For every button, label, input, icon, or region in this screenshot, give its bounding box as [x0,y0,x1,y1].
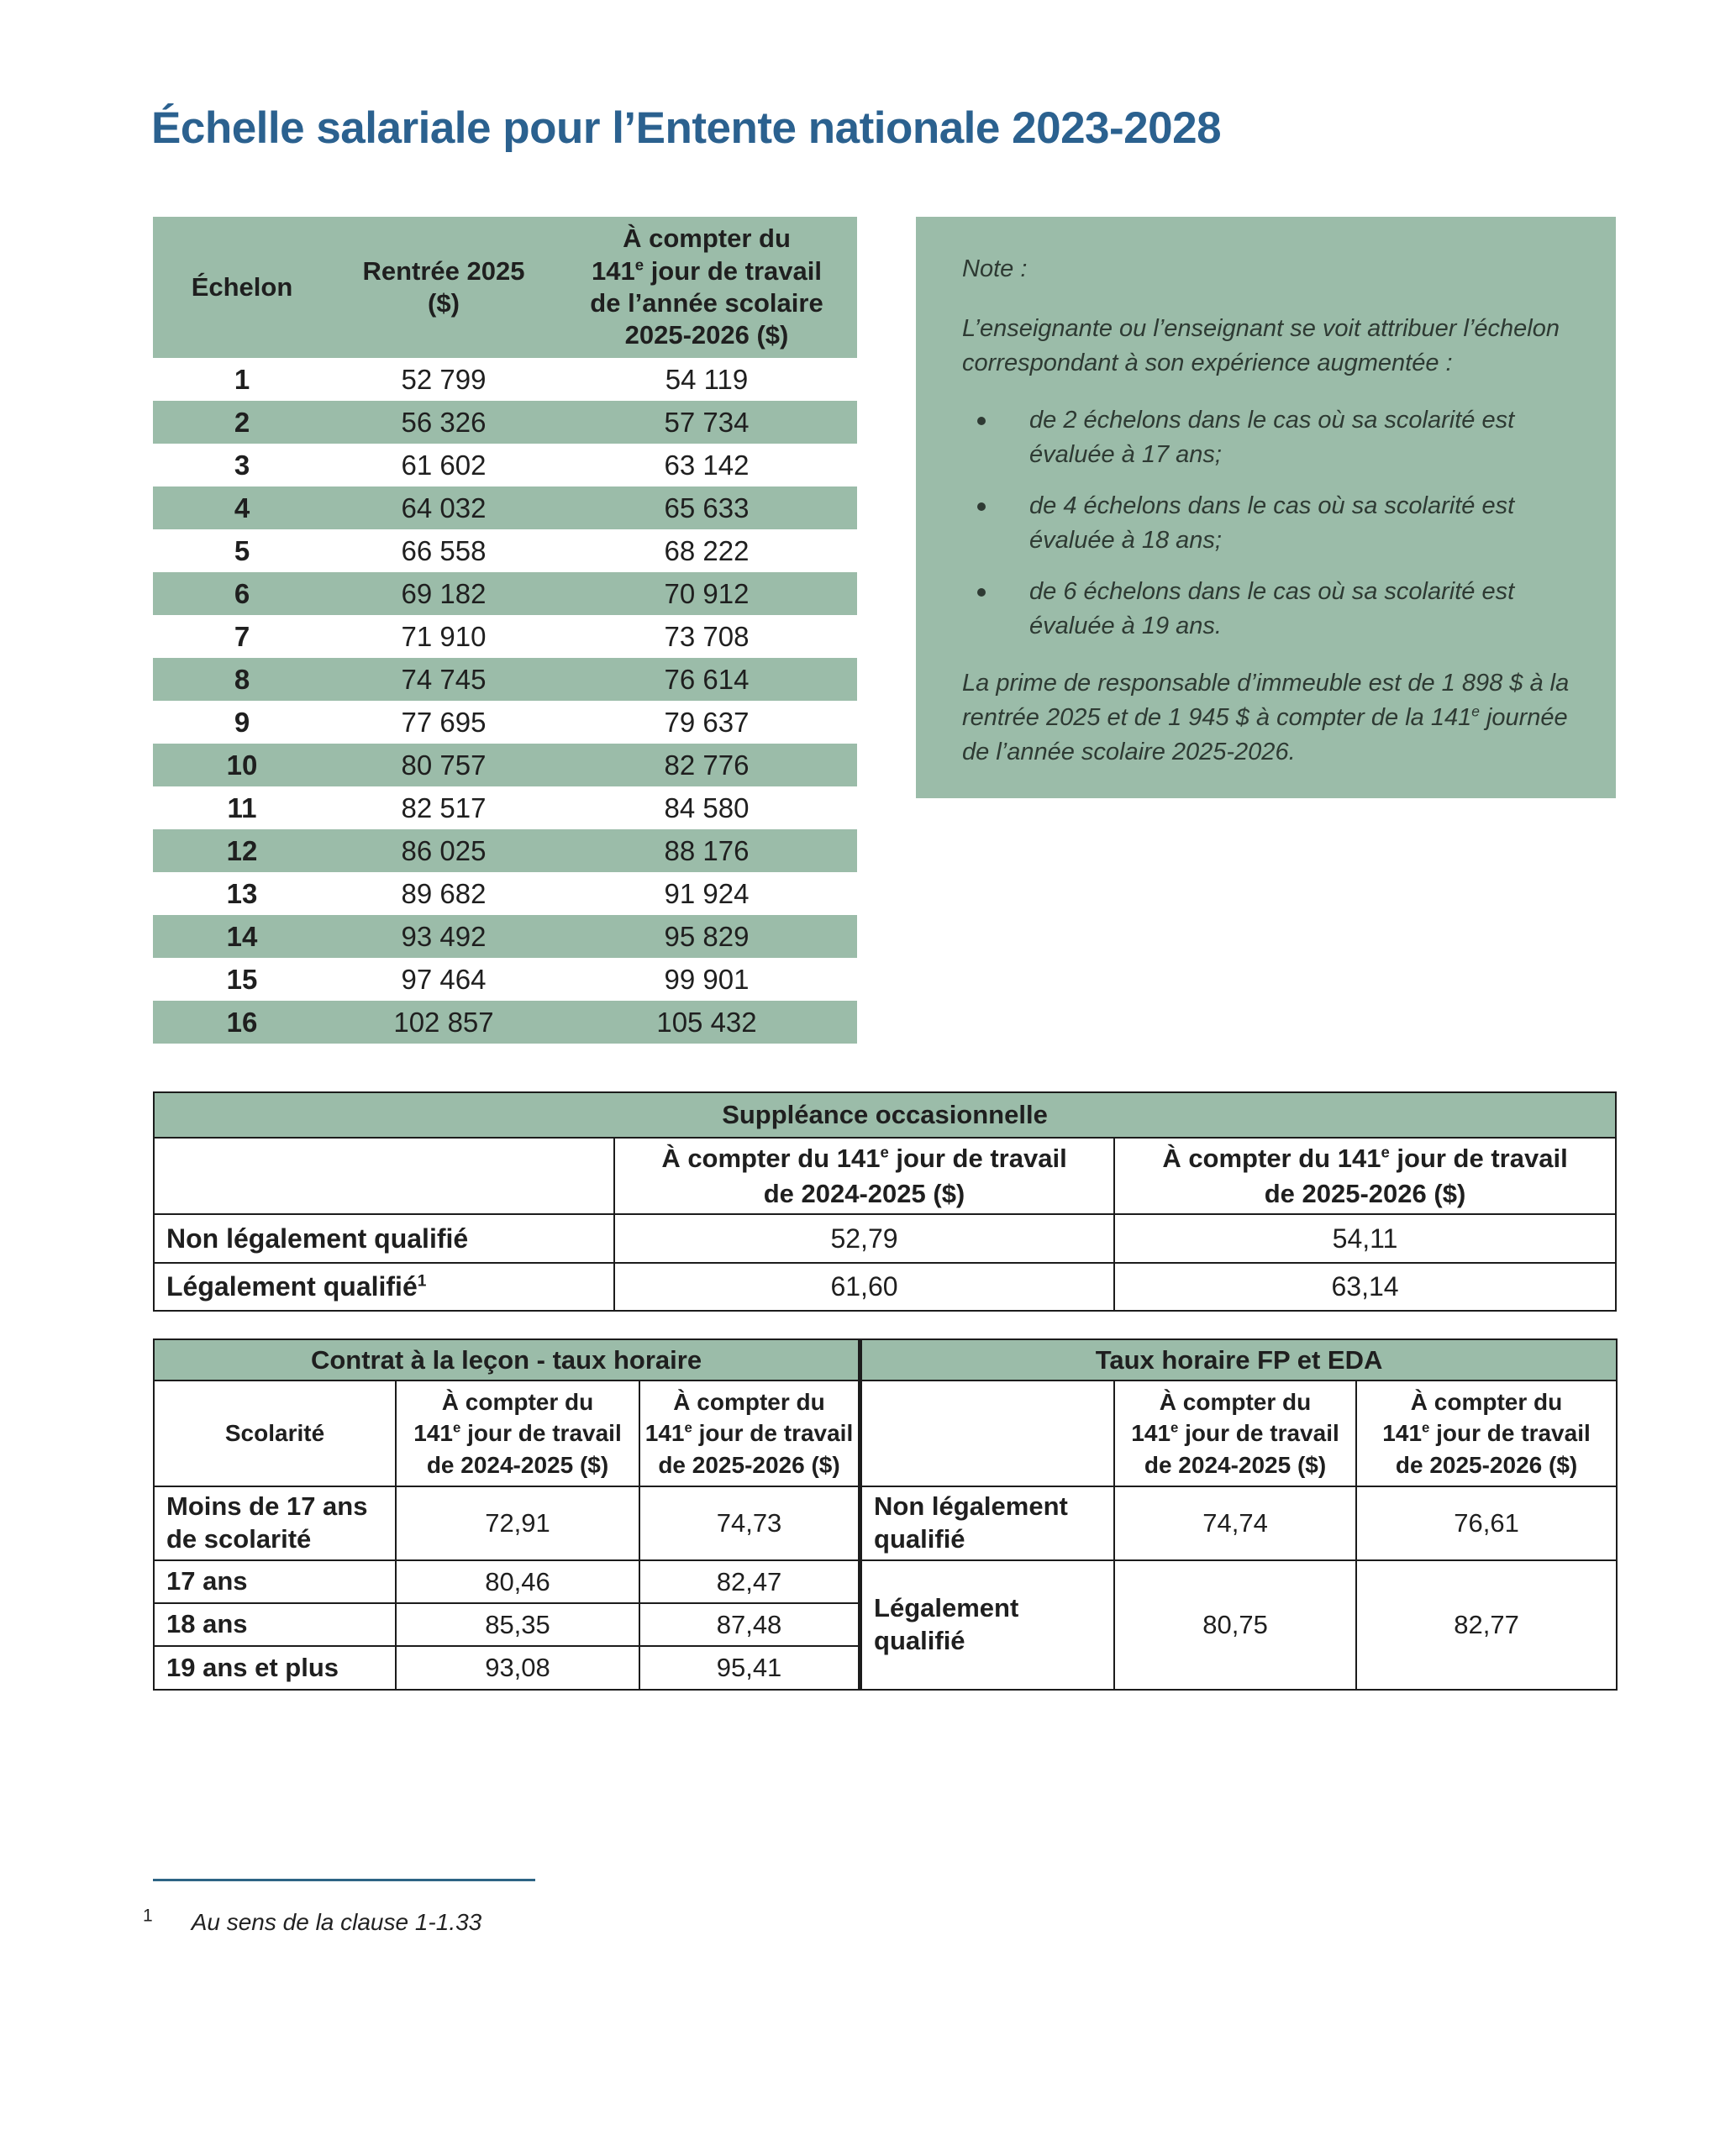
taux-horaire-fp-eda-table [862,1338,1618,1691]
contrat-row [154,1603,858,1646]
fp-eda-value-2025: 76,61 [1356,1486,1617,1560]
fp-eda-value-2024: 74,74 [1114,1486,1356,1560]
salary-row [153,486,857,529]
salary-cell-echelon: 7 [234,620,250,652]
contrat-row-label: Moins de 17 ans de scolarité [154,1486,396,1560]
contrat-title: Contrat à la leçon - taux horaire [154,1339,858,1381]
salary-row [153,786,857,829]
salary-cell-compter: 79 637 [664,706,750,738]
header-line: 141e jour de travail [1131,1419,1339,1447]
note-bullet-list [962,403,1570,644]
note-box [916,217,1616,798]
fp-eda-title: Taux horaire FP et EDA [862,1339,1617,1381]
fp-eda-value-2025: 82,77 [1356,1560,1617,1690]
salary-cell-compter: 63 142 [664,449,750,481]
header-line: de 2025-2026 ($) [1264,1178,1466,1208]
contrat-row [154,1486,858,1560]
contrat-value-2024: 93,08 [396,1646,639,1690]
header-line: À compter du [1410,1388,1563,1415]
header-line: de 2025-2026 ($) [1395,1451,1578,1478]
suppleance-table [153,1091,1617,1312]
salary-cell-compter: 84 580 [664,792,750,823]
salary-cell-echelon: 3 [234,449,250,481]
salary-cell-compter: 91 924 [664,877,750,909]
salary-cell-rentree: 74 745 [401,663,487,695]
salary-cell-rentree: 80 757 [401,749,487,781]
contrat-col-2024 [396,1381,639,1486]
salary-cell-echelon: 13 [226,877,258,909]
suppleance-value-2024: 52,79 [614,1214,1114,1263]
note-intro: L’enseignante ou l’enseignant se voit attribuer l’échelon correspondant à son expérience augmentée : [962,315,1560,377]
bottom-tables-row [153,1338,1618,1691]
header-line: À compter du [673,1388,825,1415]
salary-cell-compter: 95 829 [664,920,750,952]
contrat-lecon-table [153,1338,858,1691]
contrat-header-row [154,1381,858,1486]
suppleance-header-row [154,1138,1616,1214]
salary-row [153,701,857,744]
salary-row [153,829,857,872]
suppleance-col-2024 [614,1138,1114,1214]
contrat-value-2025: 74,73 [639,1486,858,1560]
salary-cell-compter: 88 176 [664,834,750,866]
salary-cell-echelon: 2 [234,406,250,438]
salary-row [153,615,857,658]
header-line: 141e jour de travail [592,255,822,286]
salary-row [153,358,857,401]
salary-row [153,958,857,1001]
salary-col-header-compter [556,217,857,358]
suppleance-row [154,1263,1616,1311]
fp-eda-value-2024: 80,75 [1114,1560,1356,1690]
contrat-row-label: 19 ans et plus [154,1646,396,1690]
header-line: Rentrée 2025 [362,255,525,286]
contrat-value-2025: 95,41 [639,1646,858,1690]
salary-row [153,401,857,444]
salary-row [153,1001,857,1044]
suppleance-value-2024: 61,60 [614,1263,1114,1311]
salary-cell-echelon: 11 [227,792,257,823]
header-line: À compter du [623,224,791,254]
salary-cell-rentree: 71 910 [401,620,487,652]
contrat-value-2025: 87,48 [639,1603,858,1646]
fp-eda-empty-header [862,1381,1114,1486]
fp-eda-row-label: Légalement qualifié [862,1560,1114,1690]
salary-cell-echelon: 9 [234,706,250,738]
header-line: 141e jour de travail [1382,1419,1591,1447]
fp-eda-col-2025 [1356,1381,1617,1486]
header-line: 141e jour de travail [413,1419,622,1447]
salary-row [153,529,857,572]
suppleance-empty-header [154,1138,614,1214]
salary-cell-echelon: 4 [234,492,250,523]
header-line: de 2024-2025 ($) [1144,1451,1327,1478]
suppleance-value-2025: 63,14 [1114,1263,1616,1311]
salary-header-row [153,217,857,358]
footnote-divider [153,1879,535,1881]
contrat-col-scolarite: Scolarité [154,1381,396,1486]
footnote [143,1906,482,1936]
salary-cell-rentree: 66 558 [401,534,487,566]
note-bullet-item: de 6 échelons dans le cas où sa scolarité est évaluée à 19 ans. [962,575,1570,644]
salary-cell-rentree: 89 682 [401,877,487,909]
salary-cell-echelon: 15 [226,963,258,995]
salary-col-header-echelon: Échelon [153,217,331,358]
fp-eda-title-row [862,1339,1617,1381]
contrat-value-2024: 85,35 [396,1603,639,1646]
fp-eda-col-2024 [1114,1381,1356,1486]
fp-eda-row-label: Non légalement qualifié [862,1486,1114,1560]
salary-col-header-rentree [331,217,556,358]
salary-cell-compter: 68 222 [664,534,750,566]
salary-cell-echelon: 10 [226,749,258,781]
suppleance-col-2025 [1114,1138,1616,1214]
salary-cell-compter: 82 776 [664,749,750,781]
salary-cell-compter: 76 614 [664,663,750,695]
note-bullet-item: de 4 échelons dans le cas où sa scolarité est évaluée à 18 ans; [962,489,1570,558]
salary-row [153,744,857,786]
contrat-title-row [154,1339,858,1381]
contrat-value-2025: 82,47 [639,1560,858,1603]
salary-cell-rentree: 61 602 [401,449,487,481]
contrat-col-2025 [639,1381,858,1486]
header-line: de l’année scolaire [590,288,823,318]
salary-cell-compter: 70 912 [664,577,750,609]
salary-scale-table [153,217,857,1044]
note-prime-paragraph: La prime de responsable d’immeuble est de 1 898 $ à la rentrée 2025 et de 1 945 $ à compter de la 141e journée de l’année scolaire 2025-2026. [962,669,1570,765]
note-bullet-item: de 2 échelons dans le cas où sa scolarité est évaluée à 17 ans; [962,403,1570,472]
salary-cell-echelon: 12 [226,834,258,866]
salary-cell-rentree: 102 857 [393,1006,494,1038]
salary-cell-rentree: 86 025 [401,834,487,866]
salary-cell-compter: 105 432 [656,1006,757,1038]
salary-cell-echelon: 14 [226,920,258,952]
fp-eda-row [862,1560,1617,1690]
contrat-value-2024: 80,46 [396,1560,639,1603]
salary-cell-rentree: 82 517 [401,792,487,823]
suppleance-row-label: Non légalement qualifié [154,1214,614,1263]
suppleance-row-label: Légalement qualifié$^1$ [154,1263,614,1311]
salary-cell-echelon: 1 [234,363,250,395]
salary-cell-rentree: 93 492 [401,920,487,952]
salary-row [153,915,857,958]
salary-cell-rentree: 97 464 [401,963,487,995]
salary-cell-echelon: 5 [234,534,250,566]
contrat-row [154,1646,858,1690]
salary-cell-compter: 73 708 [664,620,750,652]
salary-cell-compter: 99 901 [664,963,750,995]
header-line: de 2024-2025 ($) [763,1178,965,1208]
salary-row [153,572,857,615]
salary-cell-rentree: 69 182 [401,577,487,609]
salary-cell-rentree: 56 326 [401,406,487,438]
fp-eda-row [862,1486,1617,1560]
contrat-row-label: 18 ans [154,1603,396,1646]
contrat-row [154,1560,858,1603]
salary-row [153,658,857,701]
salary-cell-compter: 57 734 [664,406,750,438]
header-line: À compter du 141e jour de travail [1162,1143,1568,1173]
contrat-row-label: 17 ans [154,1560,396,1603]
header-line: À compter du [441,1388,594,1415]
suppleance-title-row [154,1092,1616,1138]
salary-cell-compter: 54 119 [665,363,749,395]
salary-cell-compter: 65 633 [664,492,750,523]
salary-row [153,872,857,915]
salary-table-body [153,358,857,1044]
salary-cell-echelon: 6 [234,577,250,609]
header-line: 2025-2026 ($) [624,320,789,350]
footnote-marker: 1 [143,1906,153,1926]
header-line: À compter du 141e jour de travail [661,1143,1067,1173]
header-line: À compter du [1159,1388,1312,1415]
salary-cell-rentree: 52 799 [401,363,487,395]
contrat-value-2024: 72,91 [396,1486,639,1560]
suppleance-title: Suppléance occasionnelle [154,1092,1616,1138]
header-line: de 2025-2026 ($) [658,1451,840,1478]
salary-cell-rentree: 64 032 [401,492,487,523]
header-line: de 2024-2025 ($) [426,1451,609,1478]
salary-cell-echelon: 8 [234,663,250,695]
fp-eda-header-row [862,1381,1617,1486]
footnote-text: Au sens de la clause 1-1.33 [191,1909,482,1935]
salary-row [153,444,857,486]
header-line: ($) [428,288,460,318]
page-title: Échelle salariale pour l’Entente nationale 2023-2028 [151,103,1222,153]
salary-cell-rentree: 77 695 [401,706,487,738]
salary-cell-echelon: 16 [226,1006,258,1038]
note-label: Note : [962,255,1028,282]
suppleance-value-2025: 54,11 [1114,1214,1616,1263]
header-line: 141e jour de travail [644,1419,854,1447]
suppleance-row [154,1214,1616,1263]
